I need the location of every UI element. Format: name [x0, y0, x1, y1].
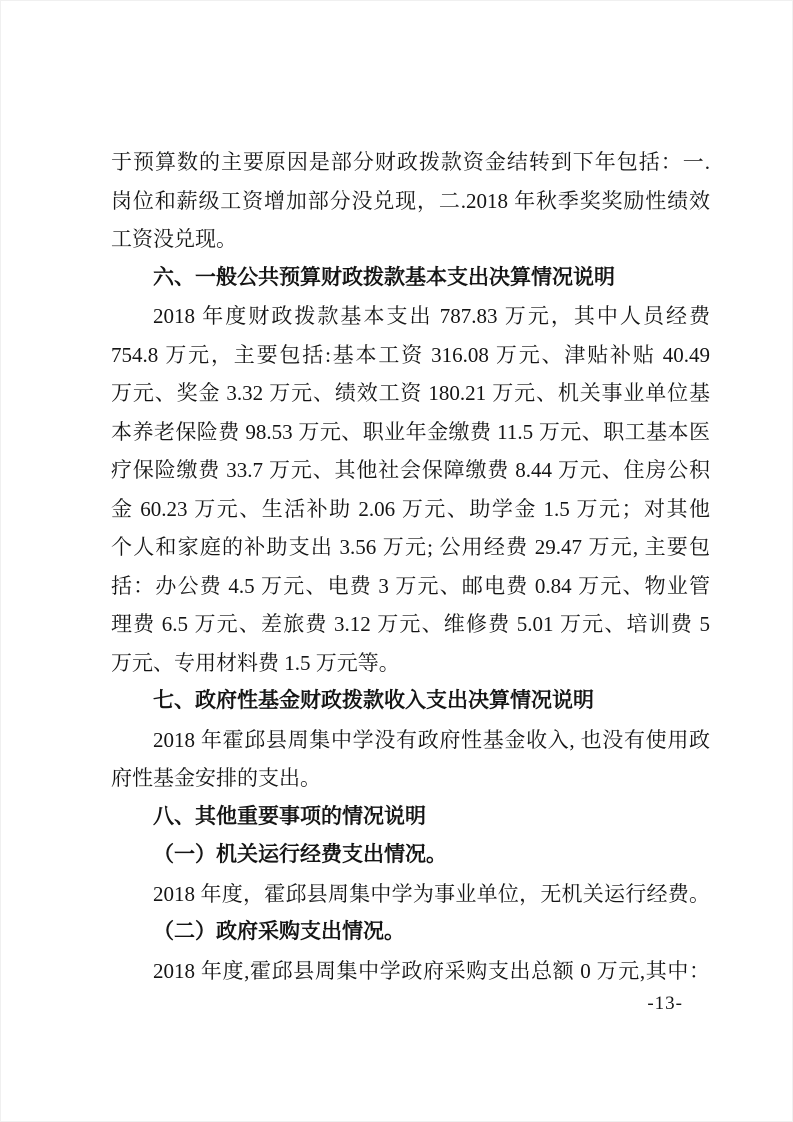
- text-line: 府性基金安排的支出。: [111, 766, 321, 790]
- section-heading-seven: 七、政府性基金财政拨款收入支出决算情况说明: [153, 689, 594, 712]
- text-line: 岗位和薪级工资增加部分没兑现，二.2018 年秋季奖奖励性绩效: [111, 188, 710, 213]
- text-line: 2018 年度财政拨款基本支出 787.83 万元，其中人员经费: [153, 304, 710, 328]
- text-line: 754.8 万元，主要包括:基本工资 316.08 万元、津贴补贴 40.49: [111, 342, 710, 367]
- section-heading-six: 六、一般公共预算财政拨款基本支出决算情况说明: [153, 265, 615, 289]
- text-line: 2018 年度，霍邱县周集中学为事业单位，无机关运行经费。: [153, 881, 710, 906]
- text-line: 疗保险缴费 33.7 万元、其他社会保障缴费 8.44 万元、住房公积: [111, 458, 710, 482]
- page-number: -13-: [647, 993, 683, 1014]
- text-line: 2018 年度,霍邱县周集中学政府采购支出总额 0 万元,其中：: [153, 958, 710, 983]
- text-line: 个人和家庭的补助支出 3.56 万元; 公用经费 29.47 万元, 主要包: [111, 535, 710, 559]
- document-text-column: [111, 143, 710, 990]
- page-footer: [111, 991, 710, 1017]
- text-line: 于预算数的主要原因是部分财政拨款资金结转到下年包括：一.: [111, 150, 710, 174]
- text-line: 理费 6.5 万元、差旅费 3.12 万元、维修费 5.01 万元、培训费 5: [111, 612, 710, 636]
- text-line: 本养老保险费 98.53 万元、职业年金缴费 11.5 万元、职工基本医: [111, 419, 710, 444]
- text-line: 括：办公费 4.5 万元、电费 3 万元、邮电费 0.84 万元、物业管: [111, 573, 710, 598]
- section-heading-eight: 八、其他重要事项的情况说明: [153, 804, 426, 828]
- text-line: 万元、奖金 3.32 万元、绩效工资 180.21 万元、机关事业单位基: [111, 381, 710, 405]
- text-line: 万元、专用材料费 1.5 万元等。: [111, 650, 400, 675]
- text-line: 金 60.23 万元、生活补助 2.06 万元、助学金 1.5 万元；对其他: [111, 496, 710, 521]
- text-line: 2018 年霍邱县周集中学没有政府性基金收入, 也没有使用政: [153, 727, 710, 752]
- text-line: 工资没兑现。: [111, 227, 237, 251]
- subsection-heading-one: （一）机关运行经费支出情况。: [153, 843, 447, 866]
- subsection-heading-two: （二）政府采购支出情况。: [153, 920, 405, 943]
